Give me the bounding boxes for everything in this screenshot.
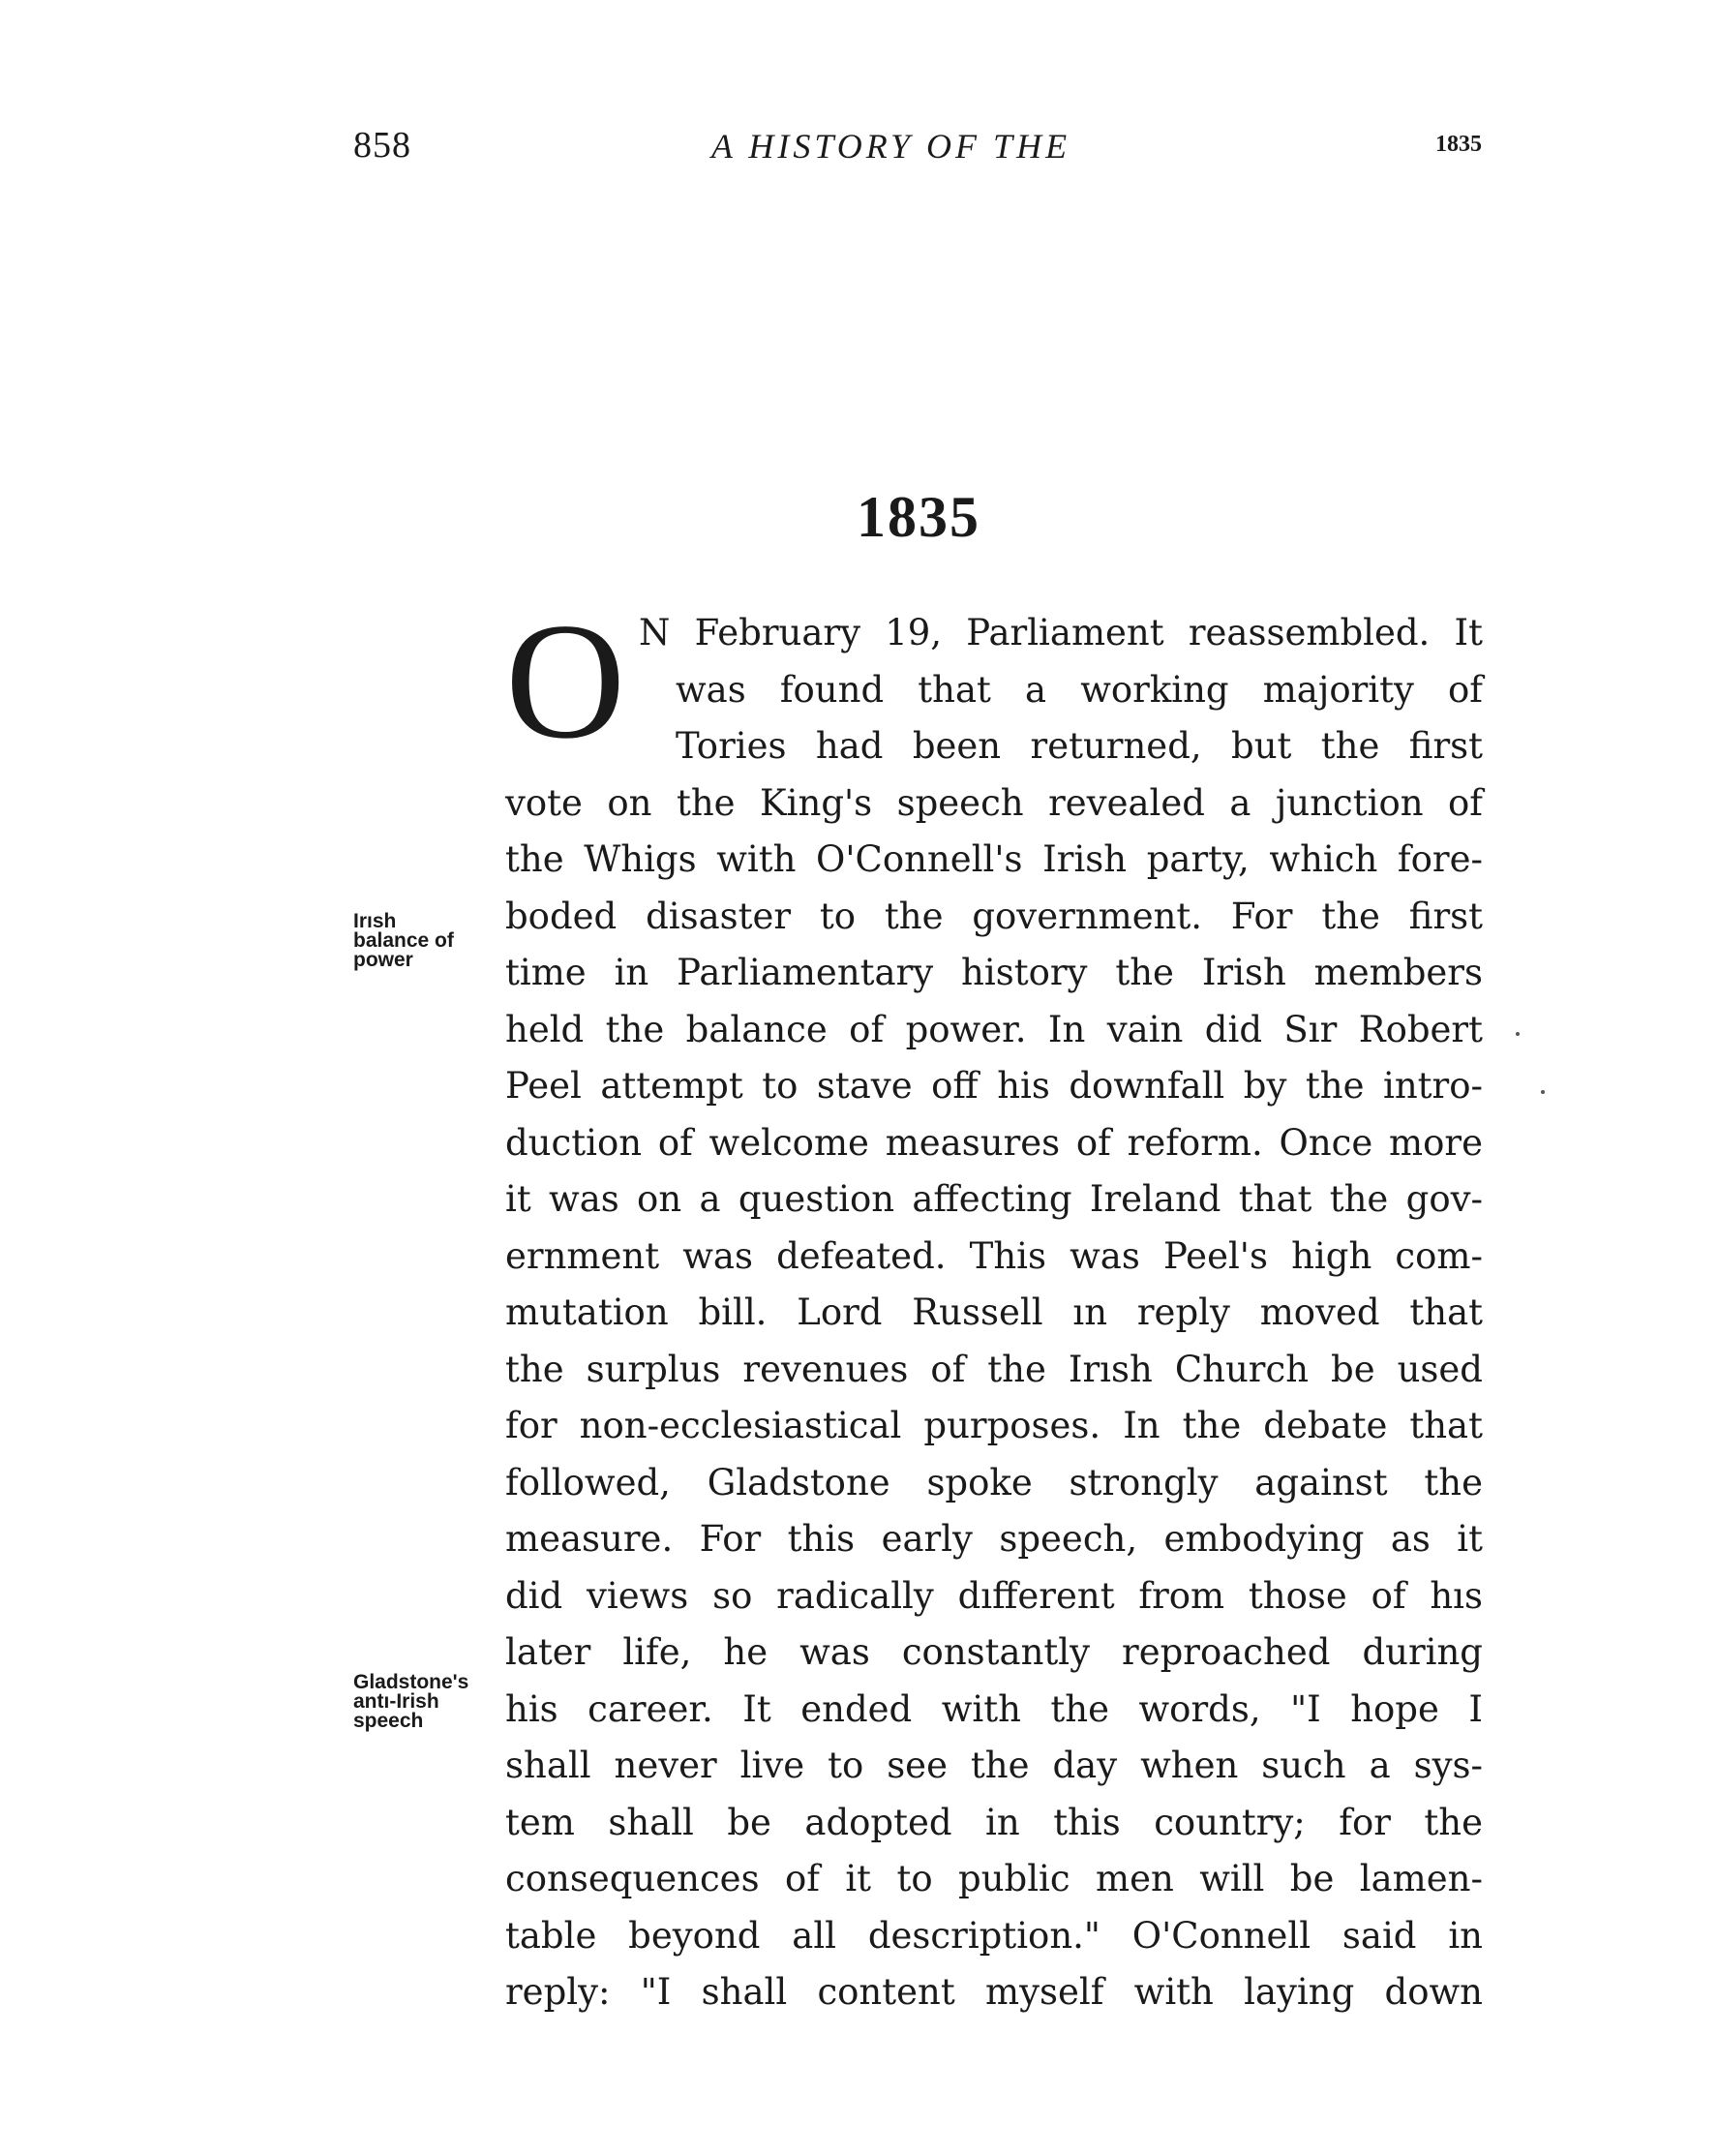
sidenote-line: antı-Irish xyxy=(353,1690,439,1713)
text-line: time in Parliamentary history the Irish members xyxy=(505,952,1483,993)
text-line: Peel attempt to stave off his downfall by the intro- xyxy=(505,1065,1483,1107)
text-line: his career. It ended with the words, "I hope I xyxy=(505,1687,1483,1730)
text-line: followed, Gladstone spoke strongly against the xyxy=(505,1461,1483,1503)
text-line: table beyond all description." O'Connell said in xyxy=(505,1914,1483,1957)
sidenote-gladstone xyxy=(353,1673,468,1731)
sidenote-line: power xyxy=(353,949,413,971)
page-number: 858 xyxy=(353,125,411,166)
sidenote-irish-balance xyxy=(353,912,454,970)
text-line: Tories had been returned, but the first xyxy=(676,725,1483,767)
scan-speck xyxy=(1541,1090,1545,1094)
text-line: vote on the King's speech revealed a junction of xyxy=(505,781,1483,824)
text-line: mutation bill. Lord Russell ın reply moved that xyxy=(505,1291,1483,1333)
text-line: later life, he was constantly reproached during xyxy=(505,1631,1483,1673)
sidenote-line: Gladstone's xyxy=(353,1671,469,1693)
sidenote-line: balance of xyxy=(353,929,454,952)
chapter-heading: 1835 xyxy=(857,485,980,549)
text-line: N February 19, Parliament reassembled. It xyxy=(639,612,1483,653)
sidenote-line: speech xyxy=(353,1710,424,1732)
text-line: it was on a question affecting Ireland that the gov- xyxy=(505,1178,1483,1220)
text-line: boded disaster to the government. For the first xyxy=(505,895,1483,937)
running-head xyxy=(0,124,1718,172)
sidenote-line: Irısh xyxy=(353,910,397,932)
text-line: reply: "I shall content myself with laying down xyxy=(505,1971,1483,2013)
drop-cap: O xyxy=(505,590,626,774)
text-line: shall never live to see the day when such a sys- xyxy=(505,1745,1483,1786)
text-line: the surplus revenues of the Irısh Church be used xyxy=(505,1348,1483,1390)
text-line: for non-ecclesiastical purposes. In the debate that xyxy=(505,1405,1483,1446)
text-line: tem shall be adopted in this country; for the xyxy=(505,1801,1483,1843)
text-line: consequences of it to public men will be lamen- xyxy=(505,1858,1483,1899)
text-line: ernment was defeated. This was Peel's high com- xyxy=(505,1234,1483,1277)
running-year: 1835 xyxy=(1435,132,1482,157)
body-text xyxy=(505,605,1483,2021)
running-title: A HISTORY OF THE xyxy=(711,127,1071,166)
text-line: held the balance of power. In vain did Sır Robert xyxy=(505,1008,1483,1050)
text-line: measure. For this early speech, embodying as it xyxy=(505,1518,1483,1560)
text-line: the Whigs with O'Connell's Irish party, which fore- xyxy=(505,838,1483,880)
text-line: duction of welcome measures of reform. Once more xyxy=(505,1121,1483,1164)
text-line: did views so radically dıfferent from those of hıs xyxy=(505,1574,1483,1617)
scan-speck xyxy=(1516,1032,1520,1036)
text-line: was found that a working majority of xyxy=(676,668,1483,711)
